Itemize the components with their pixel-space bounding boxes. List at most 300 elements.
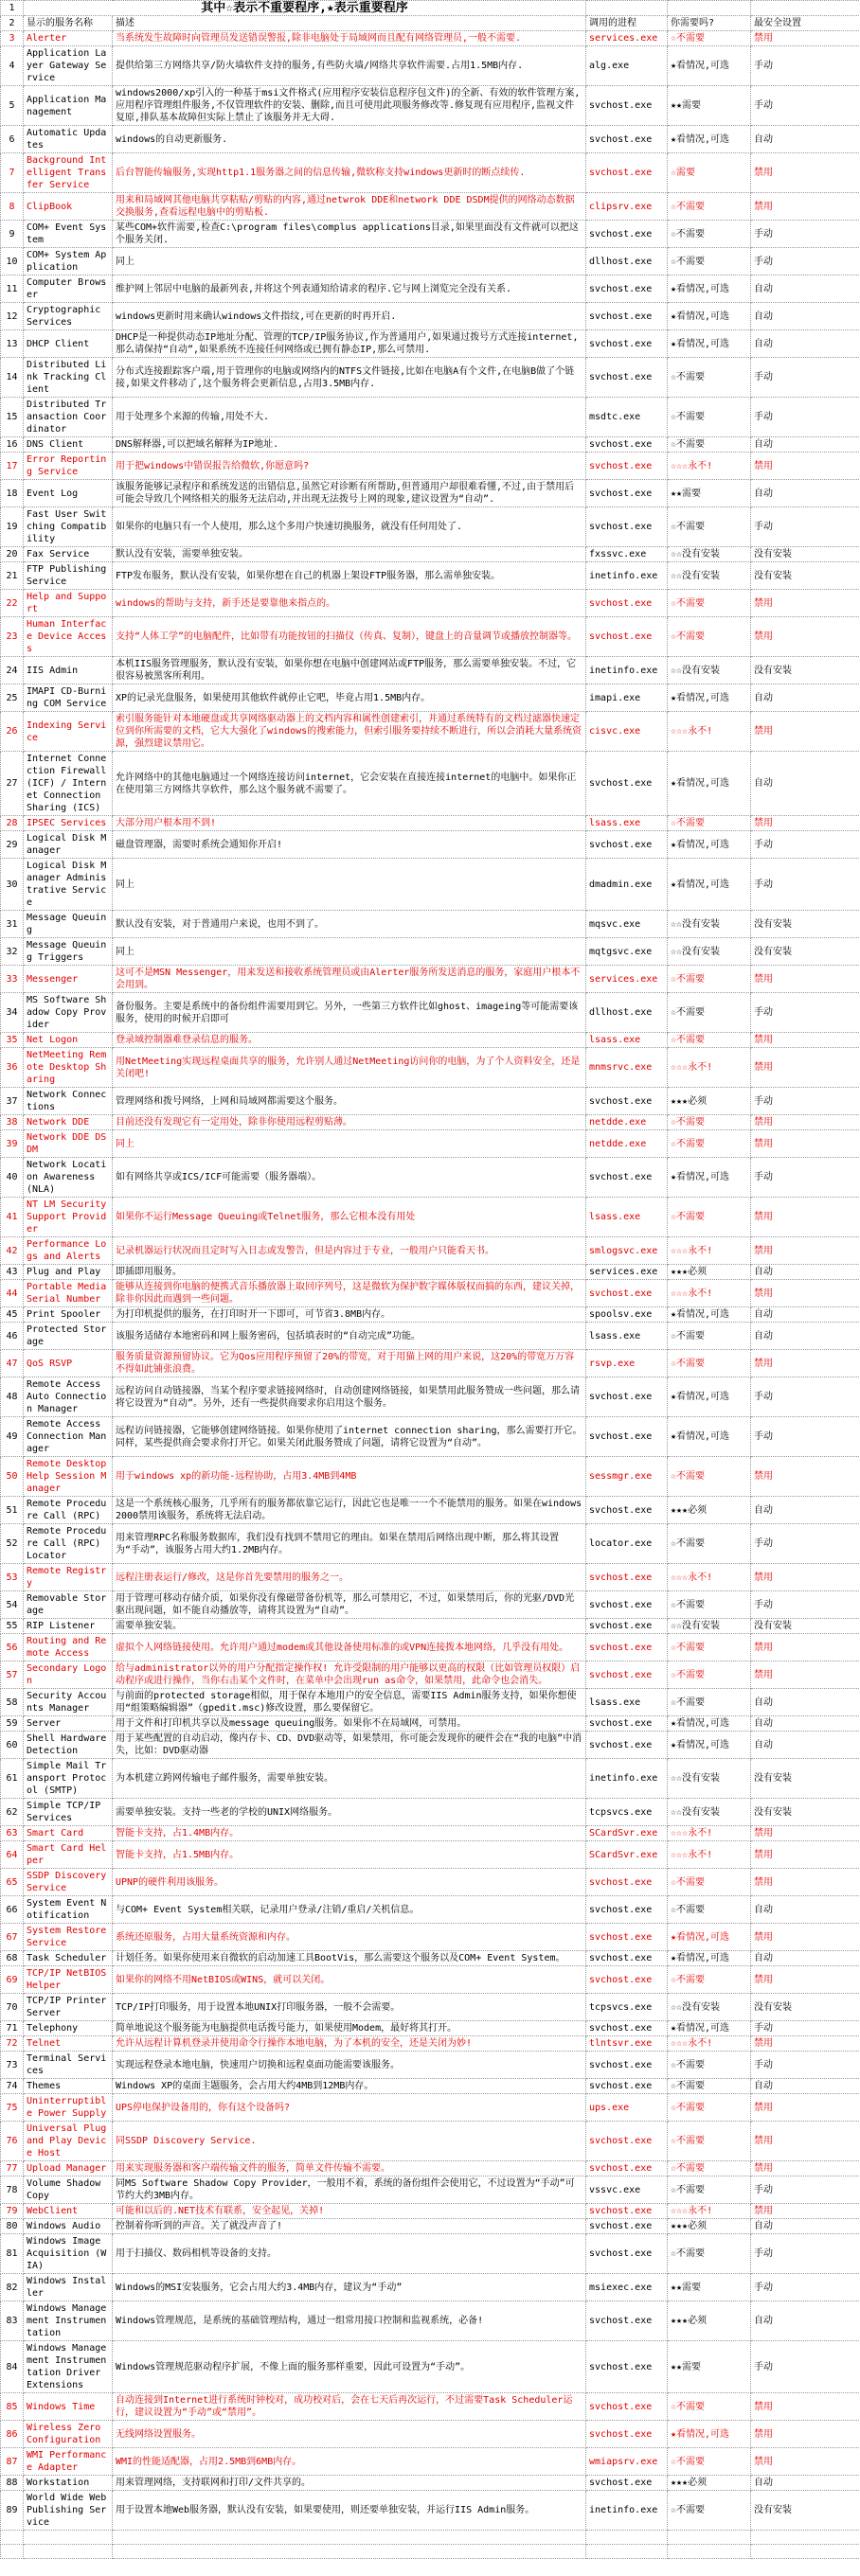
service-description: 虚拟个人网络链接使用。允许用户通过modem或其他设备使用标准的或VPN连接拨本地网络，几乎没有用处。 <box>113 1634 586 1661</box>
service-description: Windows管理规范驱动程序扩展，不像上面的服务那样重要，因此可设置为“手动”。 <box>113 2341 586 2393</box>
service-row <box>1 480 860 507</box>
column-header-need: 你需要吗? <box>668 16 751 31</box>
row-number: 14 <box>1 358 24 398</box>
service-row <box>1 1130 860 1158</box>
service-description: 简单地说这个服务能为电脑提供电话拨号能力，如果使用Modem，最好将其打开。 <box>113 2021 586 2036</box>
service-description: 某些COM+软件需要,检查C:\program files\complus applications目录,如果里面没有文件就可以把这个服务关闭. <box>113 221 586 248</box>
service-name: Telnet <box>24 2036 113 2052</box>
process-name: svchost.exe <box>586 752 668 816</box>
process-name: lsass.exe <box>586 1689 668 1716</box>
need-rating: ☆☆没有安装 <box>668 657 751 684</box>
row-number: 69 <box>1 1966 24 1994</box>
row-number: 5 <box>1 86 24 126</box>
service-description: 自动连接到Internet进行系统时钟校对，成功校对后，会在七天后再次运行，不过需要Task Scheduler运行，建议设置为“手动”或“禁用”。 <box>113 2393 586 2421</box>
service-name: Windows Time <box>24 2393 113 2421</box>
recommended-setting: 手动 <box>751 1158 860 1198</box>
service-row <box>1 1716 860 1732</box>
process-name: svchost.exe <box>586 1619 668 1634</box>
row-number: 11 <box>1 275 24 303</box>
service-name: Windows Management Instrumentation <box>24 2301 113 2341</box>
service-description: 如果你不运行Message Queuing或Telnet服务，那么它根本没有用处 <box>113 1198 586 1237</box>
legend-row <box>1 1 860 16</box>
process-name: svchost.exe <box>586 2219 668 2234</box>
service-row <box>1 1994 860 2021</box>
service-name: Message Queuing <box>24 911 113 938</box>
need-rating: ☆不需要 <box>668 398 751 437</box>
process-name: svchost.exe <box>586 358 668 398</box>
need-rating: ☆不需要 <box>668 816 751 831</box>
process-name: lsass.exe <box>586 1033 668 1048</box>
recommended-setting: 禁用 <box>751 2204 860 2219</box>
service-description: 这是一个系统核心服务，几乎所有的服务都依靠它运行，因此它也是唯一一个不能禁用的服务。如果在windows2000禁用该服务，系统将无法启动。 <box>113 1497 586 1524</box>
recommended-setting <box>751 2531 860 2545</box>
service-description <box>113 2545 586 2559</box>
service-row <box>1 358 860 398</box>
process-name: svchost.exe <box>586 2341 668 2393</box>
service-description: 目前还没有发现它有一定用处，除非你使用远程剪贴薄。 <box>113 1115 586 1130</box>
service-name: Application Layer Gateway Service <box>24 46 113 86</box>
row-number: 83 <box>1 2301 24 2341</box>
process-name: tcpsvcs.exe <box>586 1994 668 2021</box>
row-number: 52 <box>1 1524 24 1564</box>
service-row <box>1 816 860 831</box>
recommended-setting: 没有安装 <box>751 938 860 966</box>
service-row <box>1 1497 860 1524</box>
need-rating: ☆不需要 <box>668 221 751 248</box>
service-row <box>1 547 860 562</box>
service-name: SSDP Discovery Service <box>24 1869 113 1896</box>
row-number: 50 <box>1 1457 24 1497</box>
service-name: Telephony <box>24 2021 113 2036</box>
row-number: 73 <box>1 2052 24 2079</box>
service-row <box>1 398 860 437</box>
need-rating: ☆不需要 <box>668 2094 751 2122</box>
service-row <box>1 1115 860 1130</box>
row-number: 22 <box>1 590 24 617</box>
process-name: netdde.exe <box>586 1130 668 1158</box>
service-name: Distributed Transaction Coordinator <box>24 398 113 437</box>
recommended-setting: 禁用 <box>751 1826 860 1841</box>
process-name: svchost.exe <box>586 2476 668 2491</box>
process-name: SCardSvr.exe <box>586 1841 668 1869</box>
service-description: 支持“人体工学”的电脑配件，比如带有功能按钮的扫描仪（传真、复制），键盘上的音量调节或播放控制器等。 <box>113 617 586 657</box>
service-name: IMAPI CD-Burning COM Service <box>24 684 113 712</box>
process-name: smlogsvc.exe <box>586 1237 668 1265</box>
service-row <box>1 2274 860 2301</box>
row-number: 76 <box>1 2122 24 2161</box>
service-name <box>24 2545 113 2559</box>
need-rating: ☆不需要 <box>668 1966 751 1994</box>
service-description: 用于windows xp的新功能-远程协助，占用3.4MB到4MB <box>113 1457 586 1497</box>
row-number: 18 <box>1 480 24 507</box>
process-name: lsass.exe <box>586 1323 668 1350</box>
row-number: 20 <box>1 547 24 562</box>
service-row <box>1 2491 860 2531</box>
service-name: Upload Manager <box>24 2161 113 2176</box>
need-rating: ☆☆没有安装 <box>668 547 751 562</box>
service-description: 本机IIS服务管理服务，默认没有安装，如果你想在电脑中创建网站或FTP服务，那么需要单独安装。不过，它很容易被黑客所利用。 <box>113 657 586 684</box>
need-rating: ☆不需要 <box>668 2234 751 2274</box>
service-name: Network DDE <box>24 1115 113 1130</box>
row-number: 19 <box>1 507 24 547</box>
service-row <box>1 1826 860 1841</box>
need-rating: ☆不需要 <box>668 1524 751 1564</box>
recommended-setting: 禁用 <box>751 193 860 221</box>
need-rating: ☆不需要 <box>668 1033 751 1048</box>
service-description: FTP发布服务，默认没有安装，如果你想在自己的机器上架设FTP服务器，那么需单独安装。 <box>113 562 586 590</box>
service-description: 这可不是MSN Messenger，用来发送和接收系统管理员或由Alerter服务所发送消息的服务，家庭用户根本不会用到。 <box>113 966 586 993</box>
recommended-setting: 手动 <box>751 2341 860 2393</box>
service-row <box>1 2301 860 2341</box>
service-description: 无线网络设置服务。 <box>113 2421 586 2448</box>
process-name: tcpsvcs.exe <box>586 1799 668 1826</box>
service-name: FTP Publishing Service <box>24 562 113 590</box>
process-name: mnmsrvc.exe <box>586 1048 668 1088</box>
row-number: 82 <box>1 2274 24 2301</box>
row-number <box>1 2545 24 2559</box>
recommended-setting: 禁用 <box>751 2036 860 2052</box>
service-name: Smart Card Helper <box>24 1841 113 1869</box>
process-name: lsass.exe <box>586 816 668 831</box>
process-name: svchost.exe <box>586 831 668 859</box>
service-row <box>1 1634 860 1661</box>
row-number: 65 <box>1 1869 24 1896</box>
need-rating: ☆☆没有安装 <box>668 911 751 938</box>
service-description: 用于把windows中错误报告给微软,你愿意吗? <box>113 453 586 480</box>
need-rating: ☆不需要 <box>668 248 751 275</box>
row-number: 66 <box>1 1896 24 1924</box>
service-name: Portable Media Serial Number <box>24 1280 113 1307</box>
recommended-setting: 禁用 <box>751 1869 860 1896</box>
need-rating: ☆不需要 <box>668 31 751 46</box>
service-row <box>1 1377 860 1417</box>
service-description: XP的记录光盘服务，如果使用其他软件就停止它吧，毕竟占用1.5MB内存。 <box>113 684 586 712</box>
service-description: 管理网络和拨号网络，上网和局域网都需要这个服务。 <box>113 1088 586 1115</box>
service-name: Terminal Services <box>24 2052 113 2079</box>
service-name: NT LM Security Support Provider <box>24 1198 113 1237</box>
row-number: 68 <box>1 1951 24 1966</box>
column-header-setting: 最安全设置 <box>751 16 860 31</box>
need-rating: ★★★必须 <box>668 2301 751 2341</box>
service-name: Removable Storage <box>24 1591 113 1619</box>
process-name: alg.exe <box>586 46 668 86</box>
process-name <box>586 2545 668 2559</box>
service-row <box>1 562 860 590</box>
service-description: DHCP是一种提供动态IP地址分配、管理的TCP/IP服务协议,作为普通用户,如果通过拨号方式连接internet,那么请保持“自动”,如果系统不连接任何网络或已拥有静态IP,那么可禁用. <box>113 330 586 358</box>
process-name: fxssvc.exe <box>586 547 668 562</box>
service-name: IPSEC Services <box>24 816 113 831</box>
recommended-setting: 禁用 <box>751 1661 860 1689</box>
service-description: 为本机建立跨网传输电子邮件服务，需要单独安装。 <box>113 1759 586 1799</box>
service-description: 智能卡支持，占1.5MB内存。 <box>113 1841 586 1869</box>
service-description: 提供给第三方网络共享/防火墙软件支持的服务,有些防火墙/网络共享软件需要.占用1.5MB内存. <box>113 46 586 86</box>
process-name: svchost.exe <box>586 480 668 507</box>
service-description: 同上 <box>113 859 586 911</box>
service-description: 同上 <box>113 1130 586 1158</box>
service-row <box>1 938 860 966</box>
recommended-setting: 没有安装 <box>751 1759 860 1799</box>
service-name: Help and Support <box>24 590 113 617</box>
recommended-setting: 手动 <box>751 1417 860 1457</box>
process-name: svchost.exe <box>586 1661 668 1689</box>
service-row <box>1 966 860 993</box>
process-name: clipsrv.exe <box>586 193 668 221</box>
recommended-setting: 自动 <box>751 2301 860 2341</box>
recommended-setting: 手动 <box>751 993 860 1033</box>
recommended-setting: 禁用 <box>751 1115 860 1130</box>
row-number: 62 <box>1 1799 24 1826</box>
service-name: ClipBook <box>24 193 113 221</box>
need-rating: ★看情况,可选 <box>668 1716 751 1732</box>
process-name: svchost.exe <box>586 1896 668 1924</box>
row-number: 1 <box>1 1 24 16</box>
process-name: svchost.exe <box>586 153 668 193</box>
process-name: inetinfo.exe <box>586 657 668 684</box>
service-description: 为打印机提供的服务，在打印时开一下即可，可节省3.8MB内存。 <box>113 1307 586 1323</box>
service-row <box>1 1265 860 1280</box>
need-rating <box>668 2545 751 2559</box>
service-row <box>1 1661 860 1689</box>
row-number: 84 <box>1 2341 24 2393</box>
recommended-setting: 禁用 <box>751 1198 860 1237</box>
recommended-setting: 禁用 <box>751 2122 860 2161</box>
service-description: 可能和以后的.NET技术有联系，安全起见，关掉! <box>113 2204 586 2219</box>
service-name: Remote Desktop Help Session Manager <box>24 1457 113 1497</box>
service-row <box>1 1198 860 1237</box>
process-name: svchost.exe <box>586 1158 668 1198</box>
service-description: 系统还原服务，占用大量系统资源和内存。 <box>113 1924 586 1951</box>
process-name: locator.exe <box>586 1524 668 1564</box>
service-row <box>1 1869 860 1896</box>
row-number: 8 <box>1 193 24 221</box>
process-name: services.exe <box>586 31 668 46</box>
service-name: Distributed Link Tracking Client <box>24 358 113 398</box>
process-name: svchost.exe <box>586 303 668 330</box>
row-number: 16 <box>1 437 24 453</box>
recommended-setting: 禁用 <box>751 453 860 480</box>
recommended-setting: 手动 <box>751 86 860 126</box>
need-rating: ☆不需要 <box>668 993 751 1033</box>
service-row <box>1 1457 860 1497</box>
service-row <box>1 2234 860 2274</box>
service-description: Windows管理规范，是系统的基础管理结构，通过一组常用接口控制和监视系统，必备! <box>113 2301 586 2341</box>
service-name: TCP/IP Printer Server <box>24 1994 113 2021</box>
need-rating: ★看情况,可选 <box>668 330 751 358</box>
process-name: svchost.exe <box>586 507 668 547</box>
process-name: inetinfo.exe <box>586 2491 668 2531</box>
service-row <box>1 1323 860 1350</box>
service-description: 智能卡支持，占1.4MB内存。 <box>113 1826 586 1841</box>
recommended-setting: 禁用 <box>751 1033 860 1048</box>
row-number: 64 <box>1 1841 24 1869</box>
process-name: cisvc.exe <box>586 712 668 752</box>
service-name: Remote Procedure Call (RPC) <box>24 1497 113 1524</box>
need-rating: ★★需要 <box>668 480 751 507</box>
row-number: 81 <box>1 2234 24 2274</box>
service-row <box>1 1759 860 1799</box>
process-name: svchost.exe <box>586 2393 668 2421</box>
process-name: svchost.exe <box>586 1966 668 1994</box>
service-name: Indexing Service <box>24 712 113 752</box>
service-name: WebClient <box>24 2204 113 2219</box>
row-number: 9 <box>1 221 24 248</box>
process-name: msiexec.exe <box>586 2274 668 2301</box>
recommended-setting: 没有安装 <box>751 547 860 562</box>
need-rating: ☆☆☆永不! <box>668 1237 751 1265</box>
process-name: svchost.exe <box>586 1732 668 1759</box>
service-name: Task Scheduler <box>24 1951 113 1966</box>
service-description: Windows XP的桌面主题服务，会占用大约4MB到12MB内存。 <box>113 2079 586 2094</box>
recommended-setting: 禁用 <box>751 1350 860 1377</box>
header-row <box>1 16 860 31</box>
process-name: mqtgsvc.exe <box>586 938 668 966</box>
service-description: 该服务适储存本地密码和网上服务密码，包括填表时的“自动完成”功能。 <box>113 1323 586 1350</box>
service-row <box>1 2094 860 2122</box>
need-rating: ☆☆☆永不! <box>668 1841 751 1869</box>
row-number: 4 <box>1 46 24 86</box>
need-rating: ☆☆☆永不! <box>668 1280 751 1307</box>
recommended-setting: 自动 <box>751 1716 860 1732</box>
need-rating: ☆不需要 <box>668 1350 751 1377</box>
service-name: Remote Procedure Call (RPC) Locator <box>24 1524 113 1564</box>
recommended-setting: 自动 <box>751 1732 860 1759</box>
process-name: svchost.exe <box>586 275 668 303</box>
service-name: IIS Admin <box>24 657 113 684</box>
recommended-setting: 禁用 <box>751 2421 860 2448</box>
service-description: 后台智能传输服务,实现http1.1服务器之间的信息传输,微软称支持windows更新时的断点续传. <box>113 153 586 193</box>
need-rating: ☆不需要 <box>668 1896 751 1924</box>
process-name: svchost.exe <box>586 221 668 248</box>
recommended-setting: 手动 <box>751 358 860 398</box>
need-rating: ☆不需要 <box>668 2176 751 2204</box>
recommended-setting: 没有安装 <box>751 1994 860 2021</box>
need-rating: ☆☆没有安装 <box>668 938 751 966</box>
process-name: msdtc.exe <box>586 398 668 437</box>
need-rating: ★看情况,可选 <box>668 1951 751 1966</box>
service-row <box>1 1799 860 1826</box>
service-name: Print Spooler <box>24 1307 113 1323</box>
service-name: Windows Audio <box>24 2219 113 2234</box>
service-name: COM+ Event System <box>24 221 113 248</box>
recommended-setting: 手动 <box>751 2176 860 2204</box>
service-description: 即插即用服务。 <box>113 1265 586 1280</box>
need-rating: ★★需要 <box>668 86 751 126</box>
row-number: 61 <box>1 1759 24 1799</box>
service-description: 远程访问链接器，它能够创建网络链接。如果你使用了internet connection sharing，那么需要打开它。同样，某些提供商会要求你打开它。如果关闭此服务赞成了问题，请将它设置为“自动”。 <box>113 1417 586 1457</box>
need-rating: ☆不需要 <box>668 1457 751 1497</box>
service-row <box>1 2448 860 2476</box>
row-number: 55 <box>1 1619 24 1634</box>
recommended-setting: 手动 <box>751 2021 860 2036</box>
service-row <box>1 1417 860 1457</box>
need-rating: ★看情况,可选 <box>668 752 751 816</box>
service-name: Computer Browser <box>24 275 113 303</box>
service-description: 记录机器运行状况而且定时写入日志或发警告，但是内容过于专业，一般用户只能看天书。 <box>113 1237 586 1265</box>
service-description: 允许网络中的其他电脑通过一个网络连接访问internet，它会安装在直接连接internet的电脑中。如果你正在使用第三方网络共享软件，那么这个服务就不需要了。 <box>113 752 586 816</box>
need-rating: ☆不需要 <box>668 2393 751 2421</box>
service-name: Wireless Zero Configuration <box>24 2421 113 2448</box>
service-name: Security Accounts Manager <box>24 1689 113 1716</box>
row-number: 56 <box>1 1634 24 1661</box>
service-name: Message Queuing Triggers <box>24 938 113 966</box>
process-name: svchost.exe <box>586 2021 668 2036</box>
need-rating: ★★★必须 <box>668 1088 751 1115</box>
service-description: 默认没有安装，对于普通用户来说，也用不到了。 <box>113 911 586 938</box>
service-name: Network Connections <box>24 1088 113 1115</box>
service-name: Routing and Remote Access <box>24 1634 113 1661</box>
service-name: Themes <box>24 2079 113 2094</box>
need-rating: ☆不需要 <box>668 1634 751 1661</box>
row-number: 30 <box>1 859 24 911</box>
row-number: 57 <box>1 1661 24 1689</box>
process-name: inetinfo.exe <box>586 562 668 590</box>
need-rating: ☆不需要 <box>668 590 751 617</box>
service-description: 如果你的电脑只有一个人使用，那么这个多用户快速切换服务，就没有任何用处了. <box>113 507 586 547</box>
service-description: 同MS Software Shadow Copy Provider，一般用不着，系统的备份组件会使用它，不过设置为“手动”可节约大约3MB内存。 <box>113 2176 586 2204</box>
process-name: svchost.exe <box>586 1377 668 1417</box>
row-number: 37 <box>1 1088 24 1115</box>
service-description: 该服务能够记录程序和系统发送的出错信息,虽然它对诊断有所帮助,但普通用户却很难看懂,不过,由于禁用后可能会导致几个网络相关的服务无法启动,并出现无法拨号上网的现象,建议设置为“自动”. <box>113 480 586 507</box>
row-number: 23 <box>1 617 24 657</box>
service-row <box>1 2421 860 2448</box>
service-name <box>24 2531 113 2545</box>
service-name: Simple TCP/IP Services <box>24 1799 113 1826</box>
service-row <box>1 507 860 547</box>
process-name: svchost.exe <box>586 590 668 617</box>
service-row <box>1 1966 860 1994</box>
service-description: 用来和局域网其他电脑共享粘贴/剪贴的内容,通过netwrok DDE和network DDE DSDM提供的网络动态数据交换服务,查看远程电脑中的剪贴板. <box>113 193 586 221</box>
row-number: 67 <box>1 1924 24 1951</box>
recommended-setting: 手动 <box>751 2274 860 2301</box>
need-rating: ☆☆☆永不! <box>668 1826 751 1841</box>
process-name: inetinfo.exe <box>586 1759 668 1799</box>
recommended-setting: 自动 <box>751 1497 860 1524</box>
service-row <box>1 1048 860 1088</box>
recommended-setting: 没有安装 <box>751 2491 860 2531</box>
process-name: svchost.exe <box>586 2052 668 2079</box>
service-row <box>1 2176 860 2204</box>
service-description: UPS停电保护设备用的，你有这个设备吗? <box>113 2094 586 2122</box>
need-rating: ☆不需要 <box>668 358 751 398</box>
row-number: 86 <box>1 2421 24 2448</box>
process-name: svchost.exe <box>586 1417 668 1457</box>
need-rating: ☆☆☆永不! <box>668 2204 751 2219</box>
service-row <box>1 1564 860 1591</box>
service-row <box>1 684 860 712</box>
need-rating: ☆☆没有安装 <box>668 562 751 590</box>
service-name: Background Intelligent Transfer Service <box>24 153 113 193</box>
service-name: Automatic Updates <box>24 126 113 153</box>
recommended-setting: 手动 <box>751 398 860 437</box>
service-description: 用于管理可移动存储介质，如果你没有像磁带备份机等，那么可禁用它，不过，如果禁用后，你的光驱/DVD光驱出现问题，如不能自动播放等，请将其设置为“自动”。 <box>113 1591 586 1619</box>
need-rating: ★看情况,可选 <box>668 1377 751 1417</box>
recommended-setting: 禁用 <box>751 2094 860 2122</box>
row-number: 7 <box>1 153 24 193</box>
recommended-setting: 自动 <box>751 684 860 712</box>
row-number: 25 <box>1 684 24 712</box>
recommended-setting: 手动 <box>751 1088 860 1115</box>
service-row <box>1 911 860 938</box>
process-name: svchost.exe <box>586 617 668 657</box>
need-rating: ☆不需要 <box>668 1661 751 1689</box>
service-row <box>1 1732 860 1759</box>
service-row <box>1 752 860 816</box>
service-row <box>1 2021 860 2036</box>
service-description: 计划任务。如果你使用来自微软的启动加速工具BootVis，那么需要这个服务以及COM+ Event System。 <box>113 1951 586 1966</box>
process-name: svchost.exe <box>586 1564 668 1591</box>
recommended-setting: 禁用 <box>751 1966 860 1994</box>
recommended-setting: 禁用 <box>751 590 860 617</box>
